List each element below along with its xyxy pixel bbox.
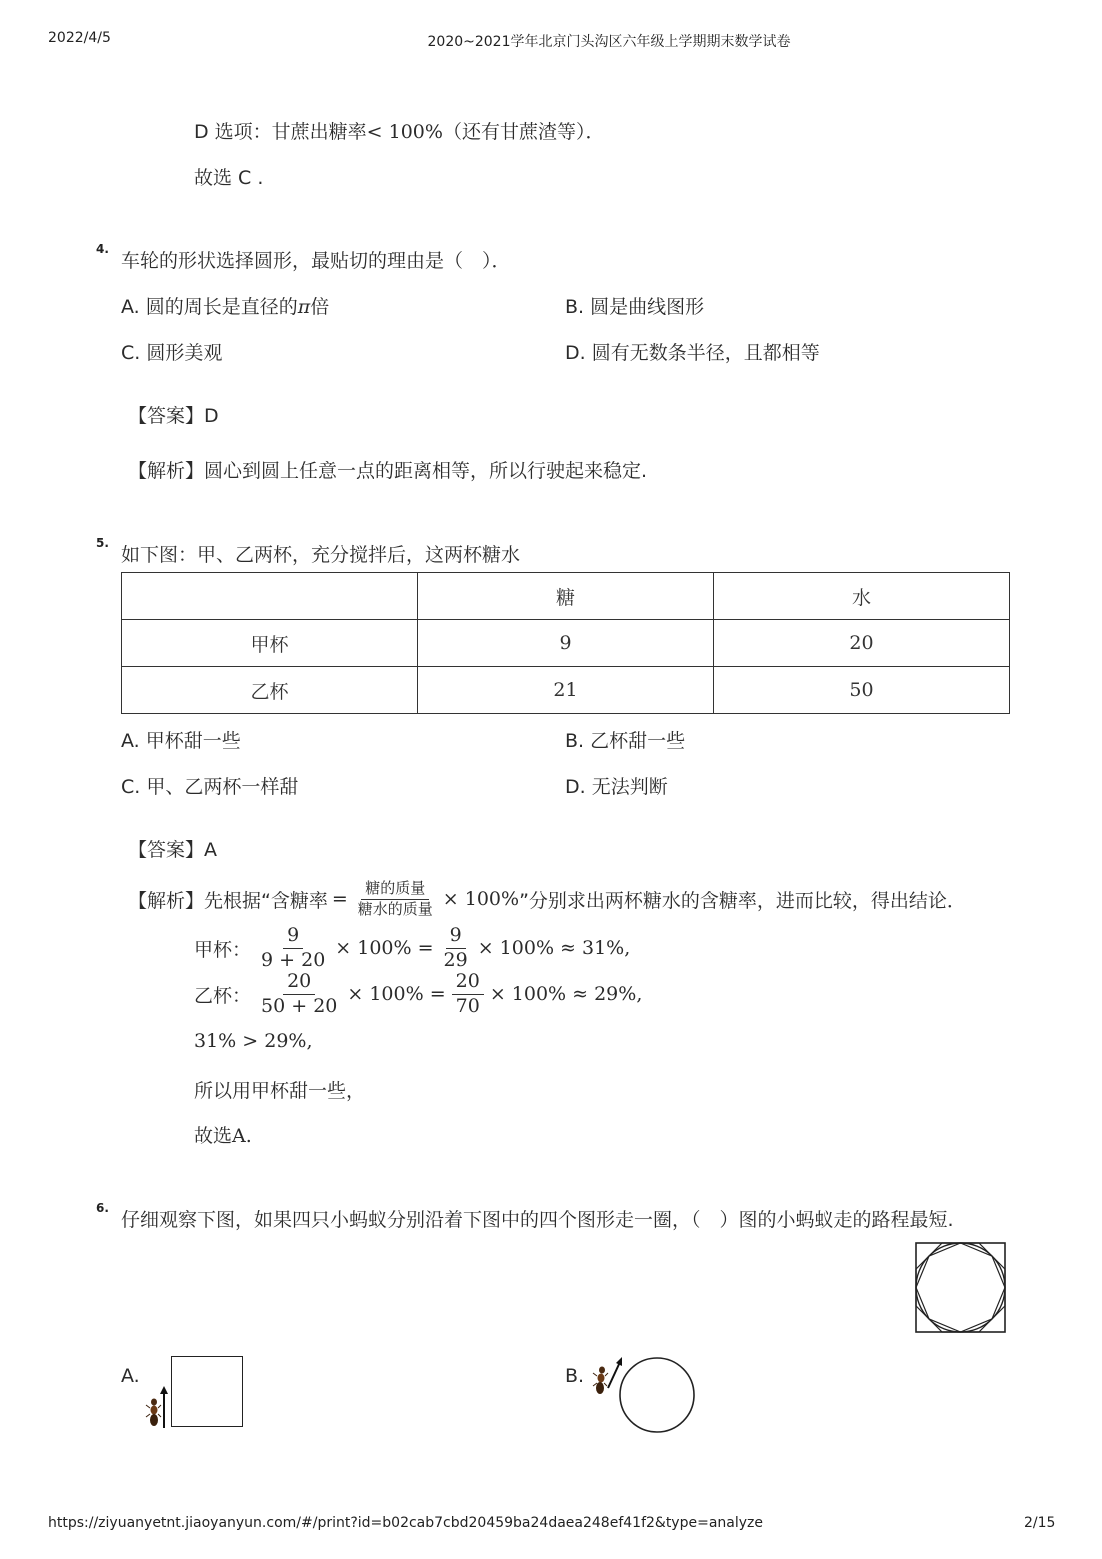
q5-so: 所以用甲杯甜一些， [194, 1080, 366, 1102]
q4-option-d[interactable]: D. 圆有无数条半径，且都相等 [565, 342, 820, 364]
answer-label: 【答案】 [128, 839, 205, 861]
analysis-label: 【解析】 [128, 460, 205, 482]
fraction-denominator: 50 + 20 [261, 994, 338, 1017]
analysis-text-suffix: ”分别求出两杯糖水的含糖率，进而比较，得出结论． [519, 889, 966, 912]
q4-option-a[interactable] [121, 292, 329, 319]
print-date: 2022/4/5 [48, 30, 111, 46]
jia-label: 甲杯： [194, 938, 252, 961]
fraction-numerator: 20 [452, 971, 484, 995]
table-cell: 乙杯 [122, 667, 418, 714]
page-url[interactable]: https://ziyuanyetnt.jiaoyanyun.com/#/print?id=b02cab7cbd20459ba24daea248ef41f2&type=analyze [48, 1515, 763, 1531]
fraction-denominator: 9 + 20 [261, 948, 326, 971]
table-header-cell [122, 573, 418, 620]
q5-analysis-line [128, 873, 966, 925]
equals-sign: = [331, 888, 348, 910]
table-cell: 9 [418, 620, 714, 667]
q6-option-b-label[interactable]: B. [565, 1365, 585, 1387]
yi-calculation [194, 969, 642, 1019]
document-title: 2020~2021学年北京门头沟区六年级上学期期末数学试卷 [427, 34, 791, 50]
question-number-5: 5. [96, 536, 109, 550]
choose-text: 故选 [194, 1125, 233, 1147]
q3-option-d-math: < 100% [366, 121, 443, 143]
table-cell: 甲杯 [122, 620, 418, 667]
fraction-denominator: 糖水的质量 [357, 899, 433, 918]
page-number: 2/15 [1024, 1515, 1056, 1531]
q4-option-c[interactable]: C. 圆形美观 [121, 342, 223, 364]
fraction-numerator: 20 [283, 971, 315, 995]
yi-fraction-1 [257, 971, 341, 1018]
q4-option-a-suffix: 倍 [310, 296, 330, 318]
yi-middle: × 100% = [347, 983, 446, 1005]
fraction-numerator: 糖的质量 [361, 880, 429, 899]
square-shape [171, 1356, 243, 1427]
table-cell: 20 [714, 620, 1010, 667]
q4-stem: 车轮的形状选择圆形，最贴切的理由是（ ）． [121, 250, 511, 272]
q5-choose [194, 1121, 252, 1148]
q4-analysis [128, 456, 647, 483]
question-number-4: 4. [96, 242, 109, 256]
pi-symbol: π [297, 296, 311, 318]
q3-option-d-line [194, 117, 604, 144]
table-row [122, 620, 1010, 667]
table-cell: 50 [714, 667, 1010, 714]
q3-conclusion: 故选 C . [194, 167, 264, 189]
jia-calculation [194, 923, 630, 973]
table-header-row [122, 573, 1010, 620]
q5-answer [128, 835, 217, 862]
sugar-water-table [121, 572, 1010, 714]
q4-answer [128, 401, 219, 428]
q5-option-c[interactable]: C. 甲、乙两杯一样甜 [121, 776, 299, 798]
jia-result: × 100% ≈ 31%, [477, 937, 631, 959]
yi-result: × 100% ≈ 29%, [489, 983, 643, 1005]
analysis-text: 先根据“含糖率 [204, 889, 328, 912]
q5-stem: 如下图：甲、乙两杯，充分搅拌后，这两杯糖水 [121, 544, 521, 566]
fraction-numerator: 9 [446, 925, 466, 949]
q6-option-a-label[interactable]: A. [121, 1365, 140, 1387]
q5-option-a[interactable]: A. 甲杯甜一些 [121, 730, 241, 752]
q4-option-b[interactable]: B. 圆是曲线图形 [565, 296, 705, 318]
ant-arrow-up-icon [144, 1384, 174, 1432]
table-header-cell: 糖 [418, 573, 714, 620]
table-cell: 21 [418, 667, 714, 714]
answer-value: D [204, 405, 219, 427]
analysis-label: 【解析】 [128, 889, 205, 912]
shapes-reference-figure [914, 1241, 1007, 1334]
question-number-6: 6. [96, 1201, 109, 1215]
yi-label: 乙杯： [194, 984, 252, 1007]
circle-shape [618, 1355, 698, 1435]
choose-letter: A. [232, 1125, 252, 1147]
yi-fraction-2 [452, 971, 484, 1018]
table-row [122, 667, 1010, 714]
answer-value: A [204, 839, 218, 861]
sugar-rate-fraction [354, 880, 437, 918]
q5-option-d[interactable]: D. 无法判断 [565, 776, 668, 798]
q4-option-a-text: A. 圆的周长是直径的 [121, 296, 298, 318]
q6-stem: 仔细观察下图，如果四只小蚂蚁分别沿着下图中的四个图形走一圈，（ ）图的小蚂蚁走的路程最短. [121, 1209, 954, 1231]
q3-option-d-text: D 选项：甘蔗出糖率 [194, 121, 367, 143]
table-header-cell: 水 [714, 573, 1010, 620]
q3-option-d-suffix: （还有甘蔗渣等）． [442, 121, 605, 143]
answer-label: 【答案】 [128, 405, 205, 427]
fraction-numerator: 9 [283, 925, 303, 949]
q5-option-b[interactable]: B. 乙杯甜一些 [565, 730, 686, 752]
analysis-text: 圆心到圆上任意一点的距离相等，所以行驶起来稳定. [204, 460, 648, 482]
times-100-percent: × 100% [442, 888, 520, 910]
fraction-denominator: 29 [443, 948, 468, 971]
jia-fraction-1 [257, 925, 329, 972]
jia-middle: × 100% = [335, 937, 434, 959]
jia-fraction-2 [440, 925, 472, 972]
fraction-denominator: 70 [455, 994, 480, 1017]
q5-comparison: 31% > 29%, [194, 1030, 313, 1052]
